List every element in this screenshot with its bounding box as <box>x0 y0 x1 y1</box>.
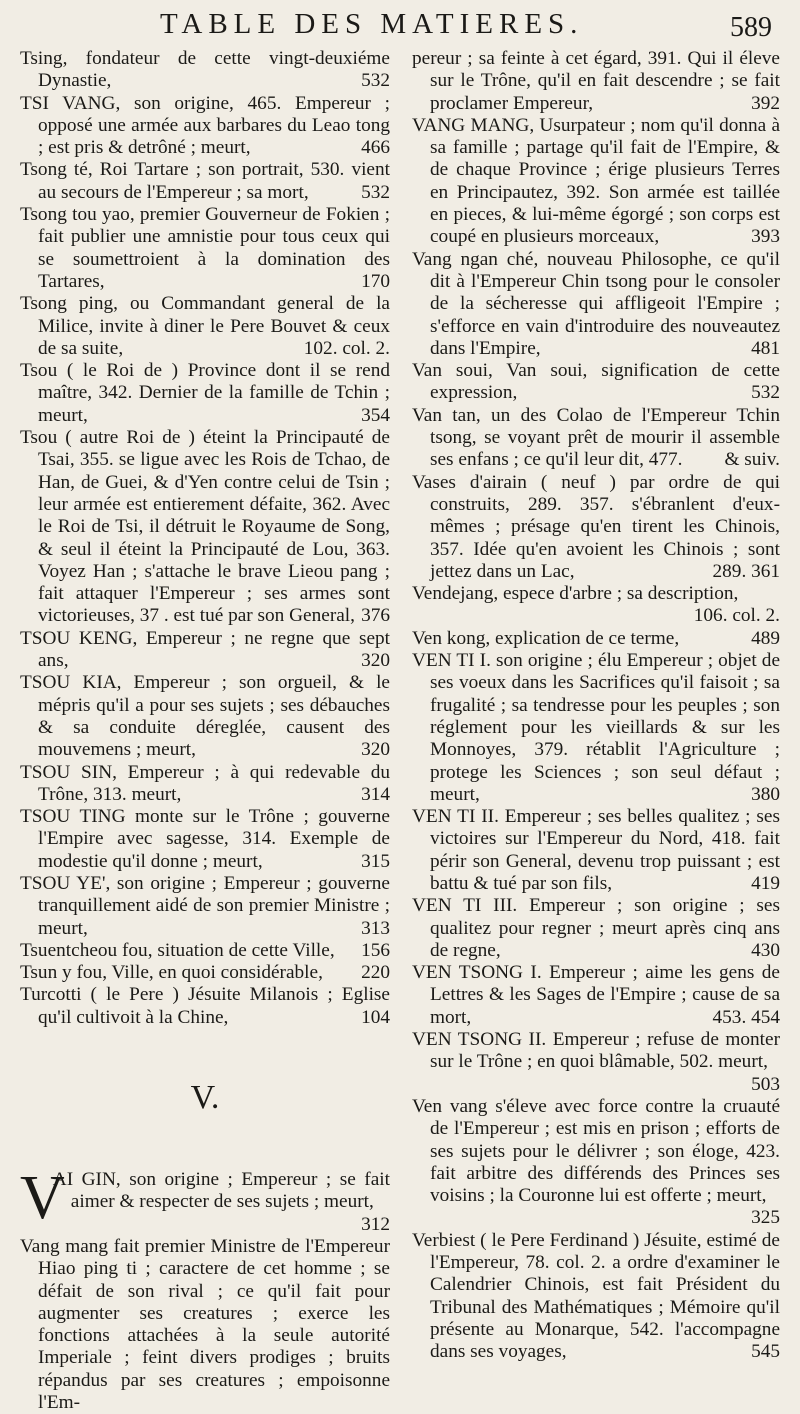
section-letter: V. <box>190 1079 220 1117</box>
entry-text: AI GIN, son origine ; Empereur ; se fait aimer & respecter de ses sujets ; meurt, <box>52 1169 390 1213</box>
entry-text: Tsuentcheou fou, situation de cette Ville, <box>20 939 335 961</box>
index-entry <box>412 472 780 583</box>
left-column <box>20 48 390 1414</box>
index-entry <box>412 895 780 962</box>
entry-page-ref: 489 <box>751 627 780 649</box>
entry-text: Tsong tou yao, premier Gouverneur de Fokien ; fait publier une amnistie pour tous ceux qui se soumettroient à la domination des Tartares, <box>20 204 390 292</box>
index-entry <box>412 48 780 115</box>
left-entries <box>20 48 390 1029</box>
entry-page-ref: 320 <box>361 739 390 761</box>
entry-page-ref: 392 <box>751 92 780 114</box>
index-entry <box>20 48 390 93</box>
index-entry <box>412 360 780 405</box>
index-entry <box>20 873 390 940</box>
entry-text: pereur ; sa feinte à cet égard, 391. Qui il éleve sur le Trône, qu'il en fait descendre ; se fait proclamer Empereur, <box>412 48 780 114</box>
entry-text: VANG MANG, Usurpateur ; nom qu'il donna à sa famille ; partage qu'il fait de l'Empire, & de chaque Province ; érige plusieurs Terres en Principautez, 392. Son armée est taillée en pieces, & lui-même égorgé ; son corps est coupé en plusieurs morceaux, <box>412 114 780 248</box>
index-entry <box>20 672 390 761</box>
index-entry <box>20 204 390 293</box>
index-entry <box>20 762 390 807</box>
running-title: TABLE DES MATIERES. <box>160 8 584 40</box>
entry-text: Verbiest ( le Pere Ferdinand ) Jésuite, estimé de l'Empereur, 78. col. 2. a ordre d'examiner le Calendrier Chinois, est fait Président du Tribunal des Mathématiques ; Mémoire qu'il présente au Monarque, 542. l'accompagne dans ses voyages, <box>412 1229 780 1363</box>
entry-page-ref: 312 <box>361 1213 390 1235</box>
index-entry <box>412 962 780 1029</box>
entry-page-ref: 466 <box>361 137 390 159</box>
entry-page-ref: 430 <box>751 939 780 961</box>
entry-page-ref: 320 <box>361 650 390 672</box>
entry-text: Tsou ( autre Roi de ) éteint la Principauté de Tsai, 355. se ligue avec les Rois de Tchao, de Han, de Guei, & d'Yen contre celui de Tsin ; leur armée est entierement défaite, 362. Avec le Roi de Tsi, il détruit le Royaume de Song, & seul il éteint la Principauté de Lou, 363. Voyez Han ; s'attache le brave Lieou pang ; fait attaquer l'Empereur ; ses armes sont victorieuses, 37 . est tué par son General, <box>20 427 390 627</box>
index-entry <box>20 940 390 962</box>
entry-text: Turcotti ( le Pere ) Jésuite Milanois ; Eglise qu'il cultivoit à la Chine, <box>20 984 390 1028</box>
index-entry <box>20 427 390 628</box>
entry-text: VEN TSONG II. Empereur ; refuse de monter sur le Trône ; en quoi blâmable, 502. meurt, <box>412 1029 780 1073</box>
entry-text: Van tan, un des Colao de l'Empereur Tchin tsong, se voyant prêt de mourir il assemble ses enfans ; ce qu'il leur dit, 477. <box>412 404 780 471</box>
entry-text: TSI VANG, son origine, 465. Empereur ; opposé une armée aux barbares du Leao tong ; est pris & detrôné ; meurt, <box>20 92 390 159</box>
entry-text: Tsong ping, ou Commandant general de la Milice, invite à diner le Pere Bouvet & ceux de sa suite, <box>20 293 390 359</box>
entry-page-ref: 545 <box>751 1341 780 1363</box>
entry-text: Tsong té, Roi Tartare ; son portrait, 530. vient au secours de l'Empereur ; sa mort, <box>20 159 390 203</box>
entry-text: Ven vang s'éleve avec force contre la cruauté de l'Empereur ; est mis en prison ; efforts de ses sujets pour le délivrer ; son éloge, 423. fait arbitre des différends des Princes ses voisins ; la Couronne lui est offerte ; meurt, <box>412 1095 780 1207</box>
index-entry <box>20 806 390 873</box>
index-entry <box>20 360 390 427</box>
entry-text: VEN TSONG I. Empereur ; aime les gens de Lettres & les Sages de l'Empire ; cause de sa mort, <box>412 962 780 1028</box>
right-column <box>412 48 780 1364</box>
entry-text: VEN TI II. Empereur ; ses belles qualitez ; ses victoires sur l'Empereur du Nord, 418. fait périr son General, devenu trop puissant ; est battu & tué par son fils, <box>412 806 780 894</box>
entry-page-ref: 453. 454 <box>712 1006 780 1028</box>
index-entry <box>412 1096 780 1230</box>
entry-page-ref: 481 <box>751 337 780 359</box>
page-number: 589 <box>730 12 772 43</box>
entry-page-ref: 354 <box>361 404 390 426</box>
entry-page-ref: 220 <box>361 962 390 984</box>
entry-text: TSOU SIN, Empereur ; à qui redevable du Trône, 313. meurt, <box>20 761 390 805</box>
index-entry <box>20 628 390 673</box>
index-entry <box>20 962 390 984</box>
index-entry <box>412 249 780 360</box>
entry-text: Vases d'airain ( neuf ) par ordre de qui construits, 289. 357. s'ébranlent d'eux-mêmes ; présage qu'en tirent les Chinois, 357. Idée qu'en avoient les Chinois ; sont jettez dans un Lac, <box>412 471 780 582</box>
entry-page-ref: 314 <box>361 783 390 805</box>
entry-page-ref: 102. col. 2. <box>303 337 390 359</box>
entry-page-ref: 503 <box>751 1073 780 1095</box>
entry-text: TSOU YE', son origine ; Empereur ; gouverne tranquillement aidé de son premier Ministre ; meurt, <box>20 872 390 939</box>
entry-page-ref: 315 <box>361 850 390 872</box>
index-entry <box>412 1230 780 1364</box>
entry-text: Tsing, fondateur de cette vingt-deuxiéme Dynastie, <box>20 48 390 92</box>
page-header <box>0 8 800 50</box>
entry-text: Ven kong, explication de ce terme, <box>412 627 680 649</box>
entry-text: TSOU KIA, Empereur ; son orgueil, & le mépris qu'il a pour ses sujets ; ses débauches & sa conduite déreglée, causent des mouvemens ; meurt, <box>20 672 390 761</box>
entry-text: Tsun y fou, Ville, en quoi considérable, <box>20 962 323 984</box>
entry-page-ref: 289. 361 <box>712 560 780 582</box>
entry-text: VEN TI I. son origine ; élu Empereur ; objet de ses voeux dans les Sacrifices qu'il faisoit ; sa frugalité ; sa tendresse pour les peuples ; son réglement pour les vieillards & sur les Monnoyes, 379. rétablit l'Agriculture ; protege les Sciences ; son seul défaut ; meurt, <box>412 650 780 805</box>
entry-text: TSOU KENG, Empereur ; ne regne que sept ans, <box>20 627 390 672</box>
entry-text: VEN TI III. Empereur ; son origine ; ses qualitez pour regner ; meurt après cinq ans de regne, <box>412 895 780 961</box>
entry-text: Van soui, Van soui, signification de cette expression, <box>412 360 780 404</box>
index-entry <box>20 984 390 1029</box>
index-entry <box>412 1029 780 1096</box>
entry-page-ref: 325 <box>751 1207 780 1229</box>
entry-page-ref: 532 <box>361 181 390 203</box>
index-entry <box>412 583 780 628</box>
index-entry <box>20 293 390 360</box>
entry-page-ref: 380 <box>751 783 780 805</box>
entry-page-ref: 313 <box>361 917 390 939</box>
index-entry <box>20 159 390 204</box>
entry-page-ref: 532 <box>751 382 780 404</box>
entry-text: TSOU TING monte sur le Trône ; gouverne l'Empire avec sagesse, 314. Exemple de modestie qu'il donne ; meurt, <box>20 806 390 872</box>
entry-text: Vang ngan ché, nouveau Philosophe, ce qu'il dit à l'Empereur Chin tsong pour le consoler de la sécheresse qui affligeoit l'Empire ; s'efforce en vain d'introduire des nouveautez dans l'Empire, <box>412 248 780 359</box>
index-entry-vang-mang <box>20 1236 390 1414</box>
entry-page-ref: 106. col. 2. <box>693 605 780 627</box>
entry-text: Vang mang fait premier Ministre de l'Empereur Hiao ping ti ; caractere de cet homme ; se défait de son rival ; ce qu'il fait pour augmenter ses creatures ; exerce les fonctions attachées à la seule autorité Imperiale ; feint divers prodiges ; bruits répandus par ses creatures ; empoisonne l'Em- <box>20 1235 390 1414</box>
right-entries <box>412 48 780 1364</box>
entry-page-ref: 104 <box>361 1006 390 1028</box>
entry-text: Tsou ( le Roi de ) Province dont il se rend maître, 342. Dernier de la famille de Tchin ; meurt, <box>20 360 390 426</box>
entry-page-ref: 170 <box>361 270 390 292</box>
entry-page-ref: & suiv. <box>724 449 780 471</box>
entry-page-ref: 393 <box>751 226 780 248</box>
drop-cap: V <box>20 1164 65 1233</box>
entry-page-ref: 156 <box>361 939 390 961</box>
index-entry <box>412 650 780 806</box>
entry-page-ref: 419 <box>751 872 780 894</box>
index-entry <box>412 628 780 650</box>
entry-text: Vendejang, espece d'arbre ; sa description, <box>412 583 739 605</box>
index-entry <box>412 115 780 249</box>
index-entry <box>20 93 390 160</box>
index-entry-vai-gin <box>20 1164 390 1236</box>
entry-page-ref: 376 <box>361 605 390 627</box>
entry-page-ref: 532 <box>361 70 390 92</box>
index-entry <box>412 405 780 472</box>
index-entry <box>412 806 780 895</box>
